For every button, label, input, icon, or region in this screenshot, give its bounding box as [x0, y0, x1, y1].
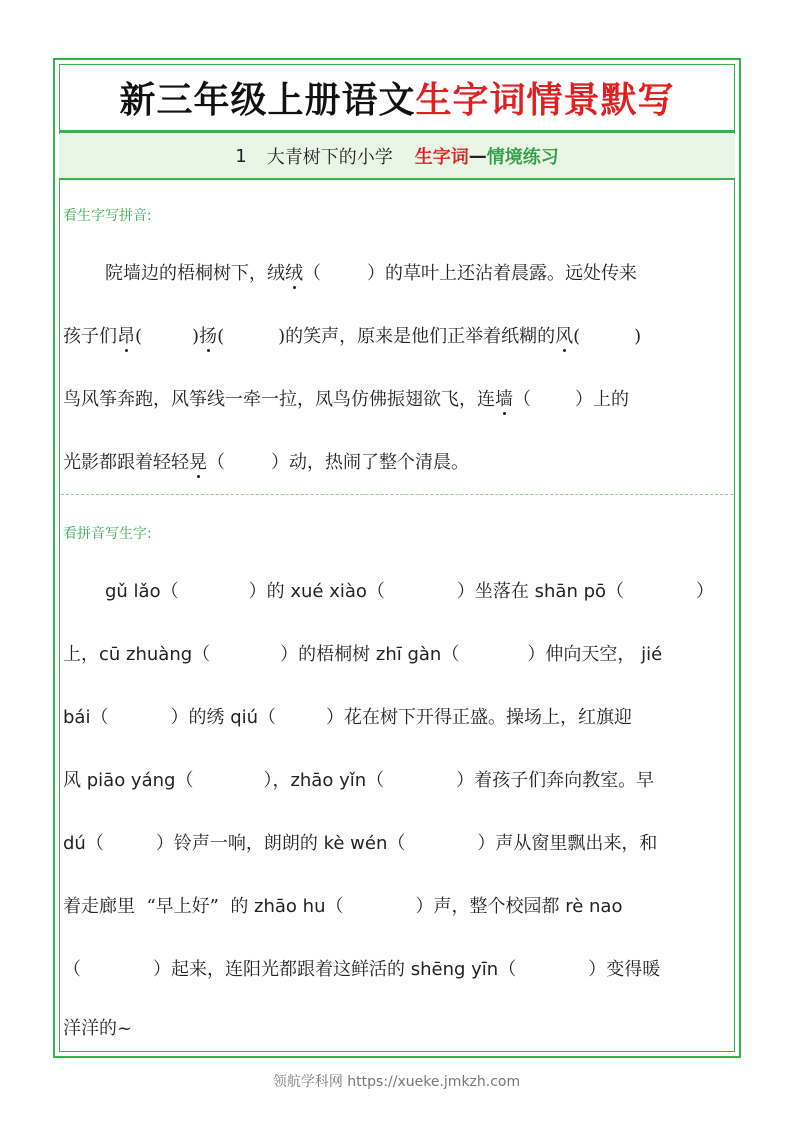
page-title — [59, 64, 735, 133]
section2-line-5: dú（ ）铃声一响，朗朗的 kè wén（ ）声从窗里飘出来，和 — [63, 833, 658, 854]
section2-label: 看拼音写生字: — [63, 526, 152, 542]
lesson-practice-label: 情境练习 — [486, 147, 559, 168]
section2-line-6: 着走廊里 “早上好” 的 zhāo hu（ ）声，整个校园都 rè nao — [63, 896, 623, 917]
lesson-vocab-label: 生字词 — [414, 147, 469, 168]
dotted-char: 墙 — [495, 389, 513, 410]
section2-line-7: （ ）起来，连阳光都跟着这鲜活的 shēng yīn（ ）变得暖 — [63, 959, 661, 980]
section1-label: 看生字写拼音: — [63, 208, 152, 224]
lesson-header — [59, 134, 735, 180]
title-black-part: 新三年级上册语文 — [119, 79, 416, 121]
section1-line-4: 光影都跟着轻轻晃（ ）动，热闹了整个清晨。 — [63, 452, 469, 473]
footer-watermark: 领航学科网 https://xueke.jmkzh.com — [272, 1074, 521, 1090]
dotted-char: 昂 — [117, 326, 135, 347]
section2-line-4: 风 piāo yáng（ ），zhāo yǐn（ ）着孩子们奔向教室。早 — [63, 770, 655, 791]
section2-line-1: gǔ lǎo（ ）的 xué xiào（ ）坐落在 shān pō（ ） — [105, 581, 715, 602]
lesson-dash: — — [468, 145, 487, 167]
dotted-char: 晃 — [189, 452, 207, 473]
section1-line-2: 孩子们昂( )扬( )的笑声，原来是他们正举着纸糊的风( ) — [63, 326, 642, 347]
section1-line-3: 鸟风筝奔跑，风筝线一牵一拉，凤鸟仿佛振翅欲飞，连墙（ ）上的 — [63, 389, 629, 410]
dotted-char: 扬 — [199, 326, 218, 347]
section2-line-3: bái（ ）的绣 qiú（ ）花在树下开得正盛。操场上，红旗迎 — [63, 707, 633, 728]
lesson-name: 大青树下的小学 — [266, 147, 393, 168]
title-red-part: 生字词情景默写 — [415, 79, 675, 121]
dotted-char: 风 — [555, 326, 574, 347]
section2-line-8: 洋洋的~ — [63, 1018, 133, 1039]
dotted-char: 绒 — [285, 263, 303, 284]
lesson-number: 1 — [235, 145, 247, 167]
section1-line-1: 院墙边的梧桐树下，绒绒（ ）的草叶上还沾着晨露。远处传来 — [105, 263, 637, 284]
section-divider — [61, 494, 733, 495]
section2-line-2: 上，cū zhuàng（ ）的梧桐树 zhī gàn（ ）伸向天空， jié — [63, 644, 663, 665]
